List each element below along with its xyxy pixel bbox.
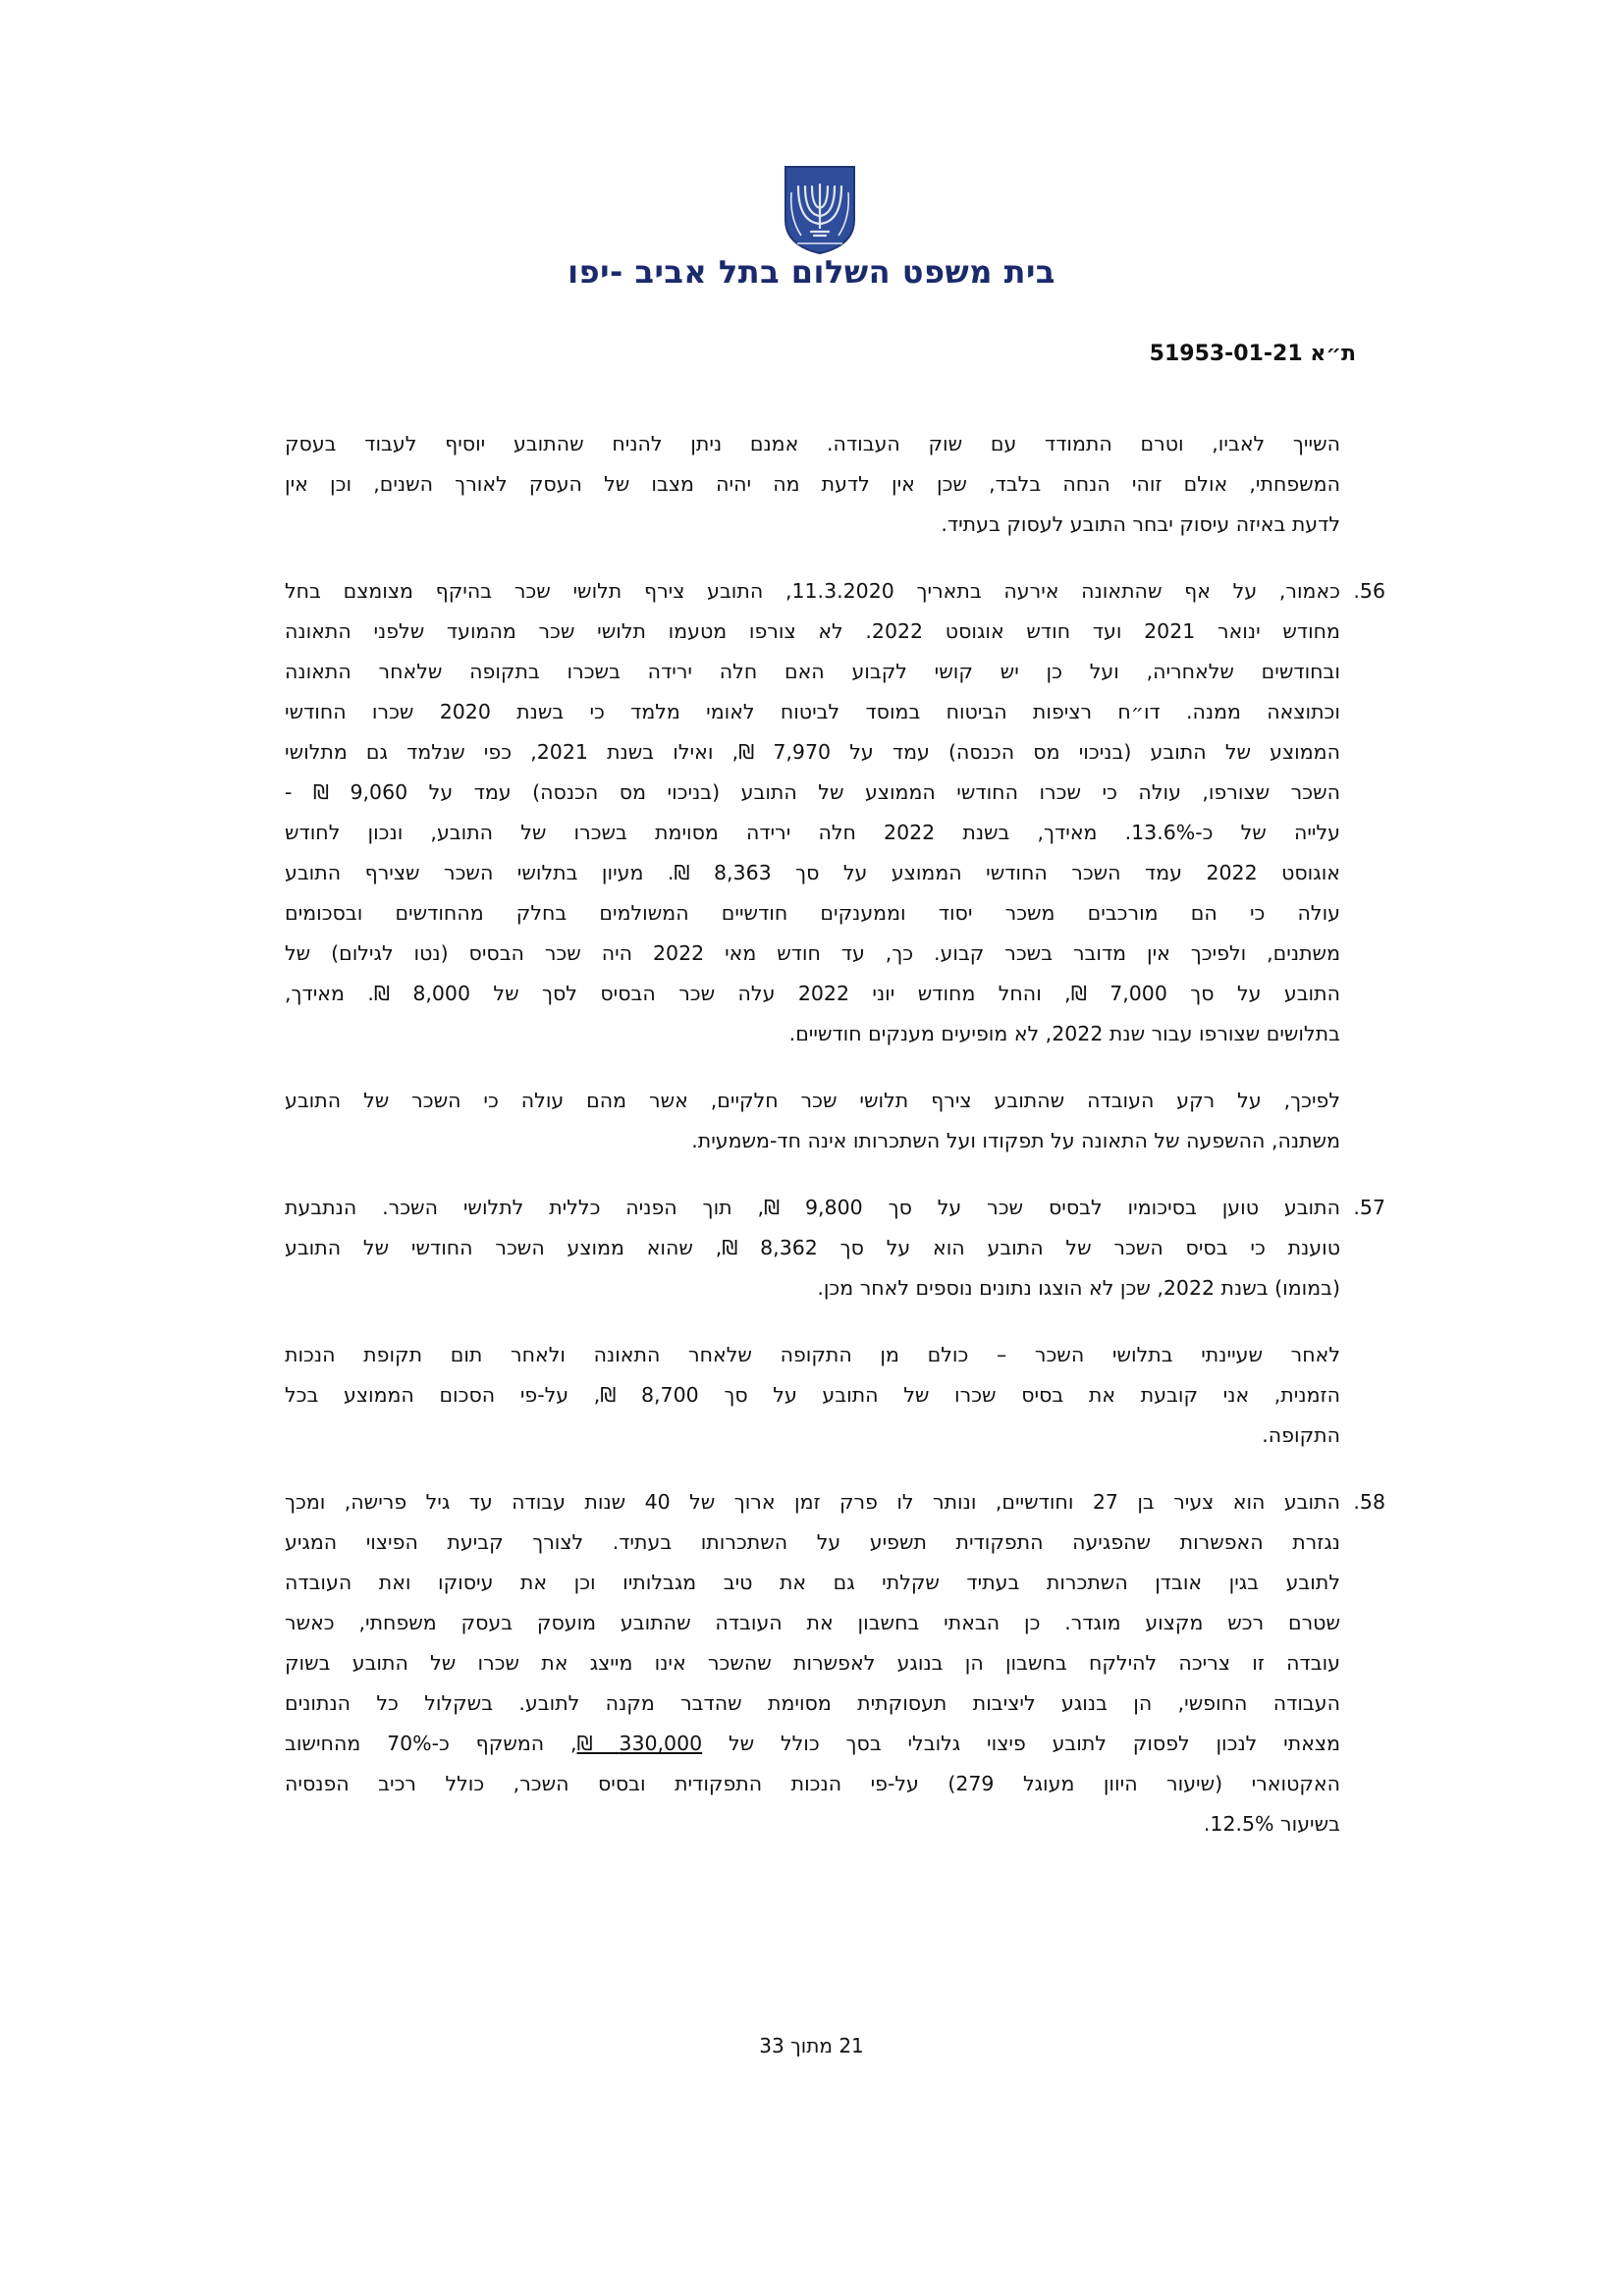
text-line: עולה כי הם מורכבים משכר יסוד וממענקים חודשיים המשולמים בחלק מהחודשים ובסכומים [285,901,1340,925]
text-line: הממוצע של התובע (בניכוי מס הכנסה) עמד על 7,970 ₪, ואילו בשנת 2021, כפי שנלמד גם מתלושי [285,740,1340,764]
text-line: טוענת כי בסיס השכר של התובע הוא על סך 8,362 ₪, שהוא ממוצע השכר החודשי של התובע [285,1236,1340,1259]
text-line: משתנים, ולפיכך אין מדובר בשכר קבוע. כך, עד חודש מאי 2022 היה שכר הבסיס (נטו לגילום) של [285,941,1340,965]
text-line: התקופה. [1262,1423,1340,1447]
text-line: לפיכך, על רקע העובדה שהתובע צירף תלושי שכר חלקיים, אשר מהם עולה כי השכר של התובע [285,1089,1340,1112]
text-line: (במומו) בשנת 2022, שכן לא הוצגו נתונים נוספים לאחר מכן. [817,1276,1340,1300]
paragraph-57-conclusion [285,1335,1340,1456]
court-name: בית משפט השלום בתל אביב -יפו [568,253,1055,291]
text-line: המשפחתי, אולם זוהי הנחה בלבד, שכן אין לדעת מה יהיה מצבו של העסק לאורך השנים, וכן אין [285,472,1340,496]
state-emblem-icon [782,163,858,255]
text-line: לדעת באיזה עיסוק יבחר התובע לעסוק בעתיד. [941,512,1340,536]
paragraph-58 [285,1482,1385,1844]
paragraph-56-conclusion [285,1081,1340,1161]
text-line: וכתוצאה ממנה. דו״ח רציפות הביטוח במוסד לביטוח לאומי מלמד כי בשנת 2020 שכרו החודשי [285,700,1340,723]
text-line: לתובע בגין אובדן השתכרות בעתיד שקלתי גם את טיב מגבלותיו וכן את עיסוקו ואת העובדה [285,1571,1340,1594]
page-number: 21 מתוך 33 [759,2034,864,2057]
text-line: עלייה של כ-13.6%. מאידך, בשנת 2022 חלה ירידה מסוימת בשכרו של התובע, ונכון לחודש [285,821,1340,844]
paragraph-number: 58. [1353,1490,1385,1514]
text-line: העבודה החופשי, הן בנוגע ליציבות תעסוקתית מסוימת שהדבר מקנה לתובע. בשקלול כל הנתונים [285,1691,1340,1715]
text-line: בתלושים שצורפו עבור שנת 2022, לא מופיעים מענקים חודשיים. [788,1022,1340,1045]
text-line: האקטוארי (שיעור היוון מעוגל 279) על-פי הנכות התפקודית ובסיס השכר, כולל רכיב הפנסיה [285,1772,1341,1795]
text-line: בשיעור 12.5%. [1203,1812,1340,1836]
document-body [285,424,1385,1871]
text-line: מחודש ינואר 2021 ועד חודש אוגוסט 2022. לא צורפו מטעמו תלושי שכר מהמועד שלפני התאונה [285,619,1340,643]
text-line: משתנה, ההשפעה של התאונה על תפקודו ועל השתכרותו אינה חד-משמעית. [691,1129,1340,1152]
text-line: שטרם רכש מקצוע מוגדר. כן הבאתי בחשבון את העובדה שהתובע מועסק בעסק משפחתי, כאשר [285,1611,1340,1634]
text-line: הזמנית, אני קובעת את בסיס שכרו של התובע על סך 8,700 ₪, על-פי הסכום הממוצע בכל [285,1383,1340,1407]
paragraph-57 [285,1188,1385,1308]
text-line: עובדה זו צריכה להילקח בחשבון הן בנוגע לאפשרות שהשכר אינו מייצג את שכרו של התובע בשוק [285,1651,1340,1675]
text-line: כאמור, על אף שהתאונה אירעה בתאריך 11.3.2020, התובע צירף תלושי שכר בהיקף מצומצם בחל [285,579,1340,603]
paragraph-number: 57. [1353,1196,1385,1219]
text-line: השכר שצורפו, עולה כי שכרו החודשי הממוצע של התובע (בניכוי מס הכנסה) עמד על 9,060 ₪ - [285,780,1340,804]
text-line: אוגוסט 2022 עמד השכר החודשי הממוצע על סך 8,363 ₪. מעיון בתלושי השכר שצירף התובע [285,861,1341,884]
case-number: ת״א 51953-01-21 [1149,342,1356,366]
text-line: נגזרת האפשרות שהפגיעה התפקודית תשפיע על השתכרותו בעתיד. לצורך קביעת הפיצוי המגיע [285,1530,1340,1554]
text-line: התובע הוא צעיר בן 27 וחודשיים, ונותר לו פרק זמן ארוך של 40 שנות עבודה עד גיל פרישה, ומכך [285,1490,1340,1514]
paragraph-56 [285,571,1385,1054]
text-line: ובחודשים שלאחריה, ועל כן יש קושי לקבוע האם חלה ירידה בשכרו בתקופה שלאחר התאונה [285,660,1340,683]
text-line-award [285,1724,1340,1764]
text-fragment: , המשקף כ-70% מהחישוב [285,1732,577,1755]
paragraph-continuation [285,424,1340,545]
text-line: השייך לאביו, וטרם התמודד עם שוק העבודה. אמנם ניתן להניח שהתובע יוסיף לעבוד בעסק [285,432,1340,455]
text-line: התובע על סך 7,000 ₪, והחל מחודש יוני 2022 עלה שכר הבסיס לסך של 8,000 ₪. מאידך, [285,982,1341,1005]
text-line: התובע טוען בסיכומיו לבסיס שכר על סך 9,800 ₪, תוך הפניה כללית לתלושי השכר. הנתבעת [285,1196,1341,1219]
paragraph-number: 56. [1353,579,1385,603]
text-fragment: מצאתי לנכון לפסוק לתובע פיצוי גלובלי בסך כולל של [702,1732,1340,1755]
text-line: לאחר שעיינתי בתלושי השכר – כולם מן התקופה שלאחר התאונה ולאחר תום תקופת הנכות [285,1343,1340,1366]
award-amount: 330,000 ₪ [576,1732,703,1755]
